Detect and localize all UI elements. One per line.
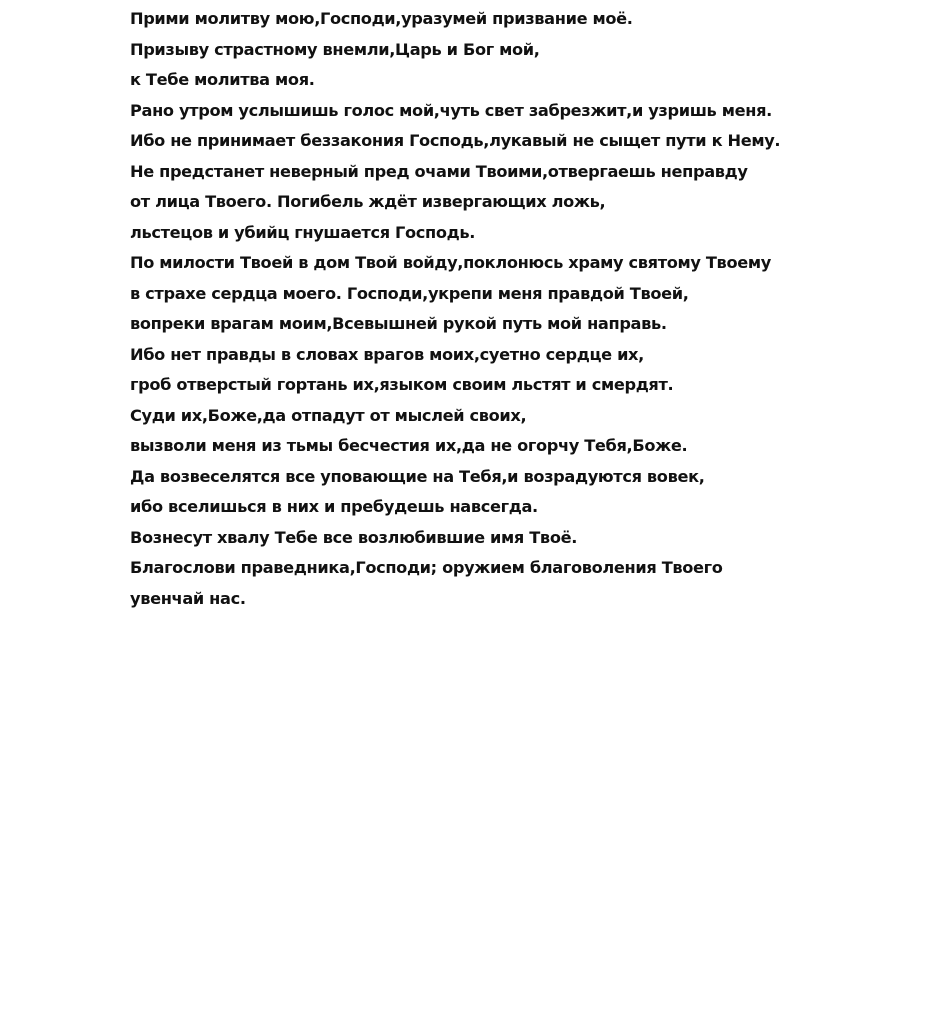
text-line: Да возвеселятся все уповающие на Тебя,и возрадуются вовек, [130,466,705,486]
text-line: Ибо не принимает беззакония Господь,лукавый не сыщет пути к Нему. [130,131,781,150]
text-line: вопреки врагам моим,Всевышней рукой путь мой направь. [130,314,667,333]
text-line: в страхе сердца моего. Господи,укрепи меня правдой Твоей, [130,283,689,303]
text-line: от лица Твоего. Погибель ждёт извергающих ложь, [130,192,606,211]
text-line: Суди их,Боже,да отпадут от мыслей своих, [130,405,527,425]
text-line: вызволи меня из тьмы бесчестия их,да не огорчу Тебя,Боже. [130,436,688,455]
text-line: Вознесут хвалу Тебе все возлюбившие имя Твоё. [130,527,578,547]
text-line: гроб отверстый гортань их,языком своим льстят и смердят. [130,375,674,394]
text-line: Ибо нет правды в словах врагов моих,суетно сердце их, [130,344,644,364]
text-line: Благослови праведника,Господи; оружием благоволения Твоего [130,558,723,577]
text-line: ибо вселишься в них и пребудешь навсегда. [130,497,538,516]
text-line: Рано утром услышишь голос мой,чуть свет забрезжит,и узришь меня. [130,100,772,120]
text-line: Прими молитву мою,Господи,уразумей призвание моё. [130,9,633,28]
text-line: Не предстанет неверный пред очами Твоими,отвергаешь неправду [130,161,748,181]
text-line: увенчай нас. [130,588,246,608]
text-line: Призыву страстному внемли,Царь и Бог мой, [130,39,540,59]
prayer-text [130,4,780,614]
text-line: к Тебе молитва моя. [130,70,315,89]
text-line: По милости Твоей в дом Твой войду,поклонюсь храму святому Твоему [130,253,771,272]
text-line: льстецов и убийц гнушается Господь. [130,222,476,242]
